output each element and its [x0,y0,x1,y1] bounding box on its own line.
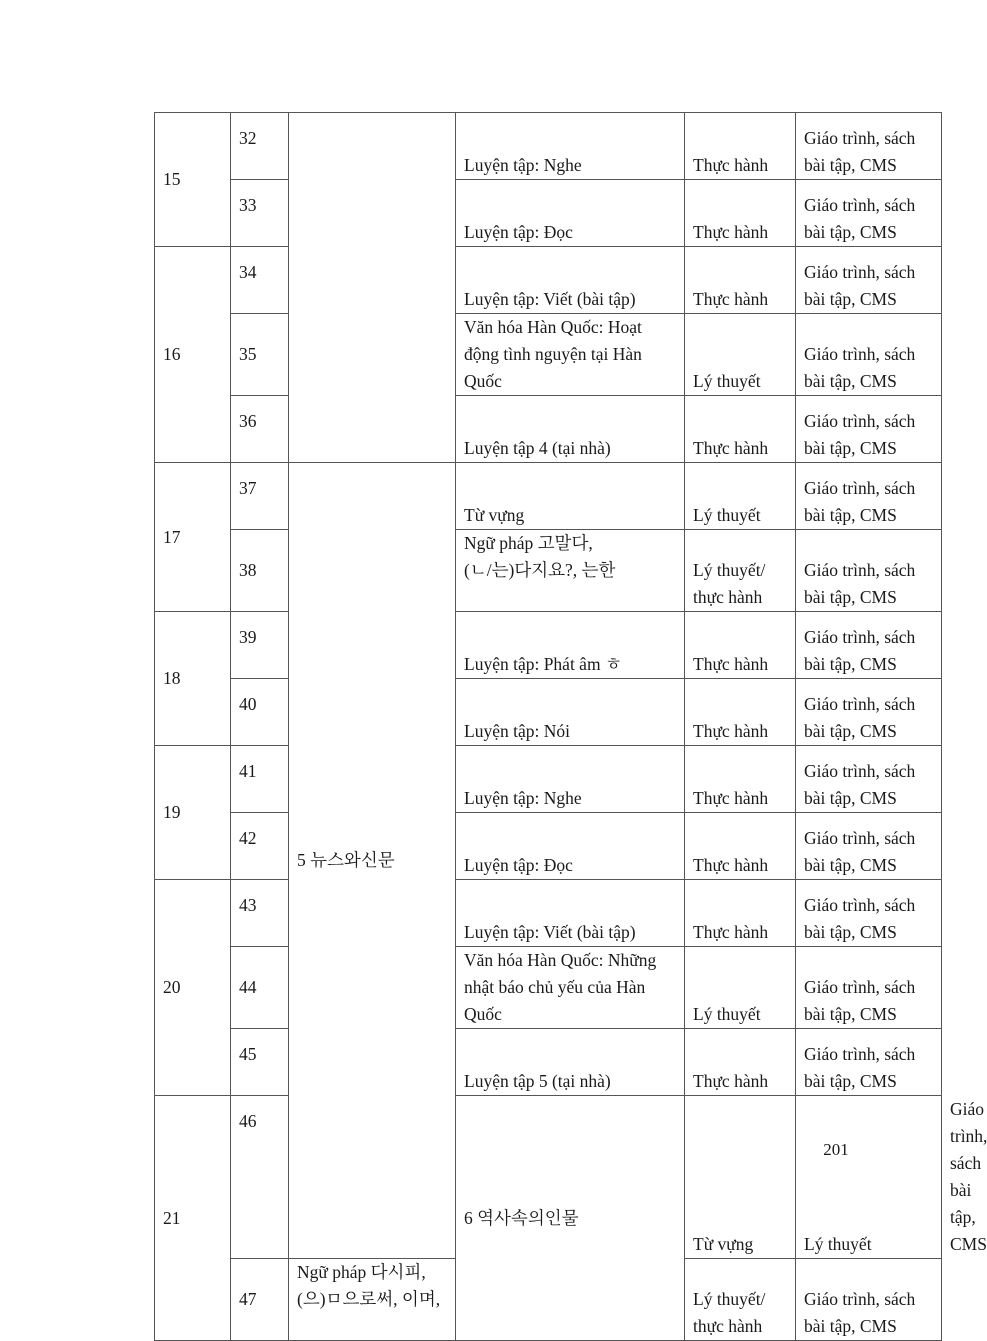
material-cell: Giáo trình, sách bài tập, CMS [796,314,942,396]
material-cell: Giáo trình, sách bài tập, CMS [796,746,942,813]
period-cell: 44 [231,947,289,1029]
material-cell: Giáo trình, sách bài tập, CMS [796,396,942,463]
type-cell: Lý thuyết/ thực hành [685,1259,796,1341]
table-row [155,813,942,880]
content-cell: Luyện tập 4 (tại nhà) [456,396,685,463]
table-row [155,746,942,813]
type-cell: Thực hành [685,880,796,947]
content-cell: Văn hóa Hàn Quốc: Hoạt động tình nguyện tại Hàn Quốc [456,314,685,396]
content-cell: Luyện tập: Đọc [456,180,685,247]
period-cell: 37 [231,463,289,530]
period-cell: 38 [231,530,289,612]
table-row [155,314,942,396]
type-cell: Thực hành [685,746,796,813]
content-cell: Luyện tập: Đọc [456,813,685,880]
type-cell: Thực hành [685,396,796,463]
material-cell: Giáo trình, sách bài tập, CMS [796,247,942,314]
content-cell: Từ vựng [456,463,685,530]
table-row [155,113,942,180]
week-cell: 21 [155,1096,231,1341]
period-cell: 43 [231,880,289,947]
material-cell: Giáo trình, sách bài tập, CMS [796,947,942,1029]
week-cell: 15 [155,113,231,247]
material-cell: Giáo trình, sách bài tập, CMS [796,679,942,746]
content-cell: Luyện tập: Nghe [456,746,685,813]
period-cell: 33 [231,180,289,247]
week-cell: 19 [155,746,231,880]
period-cell: 35 [231,314,289,396]
page-number: 201 [823,1140,849,1159]
type-cell: Lý thuyết [796,1096,942,1259]
type-cell: Thực hành [685,612,796,679]
content-cell: Luyện tập: Phát âm ㅎ [456,612,685,679]
content-cell: Luyện tập: Viết (bài tập) [456,880,685,947]
period-cell: 34 [231,247,289,314]
period-cell: 47 [231,1259,289,1341]
material-cell: Giáo trình, sách bài tập, CMS [796,463,942,530]
type-cell: Thực hành [685,813,796,880]
table-row [155,247,942,314]
type-cell: Thực hành [685,113,796,180]
period-cell: 40 [231,679,289,746]
material-cell: Giáo trình, sách bài tập, CMS [796,813,942,880]
material-cell: Giáo trình, sách bài tập, CMS [796,113,942,180]
type-cell: Thực hành [685,1029,796,1096]
material-cell: Giáo trình, sách bài tập, CMS [796,1259,942,1341]
period-cell: 42 [231,813,289,880]
period-cell: 32 [231,113,289,180]
type-cell: Thực hành [685,679,796,746]
table-row [155,530,942,612]
material-cell: Giáo trình, sách bài tập, CMS [796,1029,942,1096]
period-cell: 39 [231,612,289,679]
table-row [155,396,942,463]
content-cell: Ngữ pháp 고말다, (ㄴ/는)다지요?, 는한 [456,530,685,612]
type-cell: Lý thuyết/ thực hành [685,530,796,612]
unit-cell [289,113,456,463]
content-cell: Văn hóa Hàn Quốc: Những nhật báo chủ yếu của Hàn Quốc [456,947,685,1029]
table-row [155,880,942,947]
content-cell: Ngữ pháp 다시피, (으)ㅁ으로써, 이며, [289,1259,456,1341]
type-cell: Thực hành [685,247,796,314]
content-cell: Luyện tập 5 (tại nhà) [456,1029,685,1096]
week-cell: 16 [155,247,231,463]
table-row [155,1029,942,1096]
material-cell: Giáo trình, sách bài tập, CMS [796,880,942,947]
period-cell: 46 [231,1096,289,1259]
content-cell: Luyện tập: Nói [456,679,685,746]
content-cell: Luyện tập: Viết (bài tập) [456,247,685,314]
period-cell: 36 [231,396,289,463]
week-cell: 20 [155,880,231,1096]
type-cell: Lý thuyết [685,314,796,396]
period-cell: 45 [231,1029,289,1096]
content-cell: Từ vựng [685,1096,796,1259]
table-row [155,612,942,679]
unit-cell: 5 뉴스와신문 [289,463,456,1259]
table-row [155,679,942,746]
material-cell: Giáo trình, sách bài tập, CMS [796,180,942,247]
content-cell: Luyện tập: Nghe [456,113,685,180]
type-cell: Lý thuyết [685,947,796,1029]
type-cell: Lý thuyết [685,463,796,530]
week-cell: 17 [155,463,231,612]
type-cell: Thực hành [685,180,796,247]
table-row: 21 46 6 역사속의인물 Từ vựng Lý thuyết Giáo trình, sách bài tập, CMS [155,1096,942,1259]
table-row [155,463,942,530]
material-cell: Giáo trình, sách bài tập, CMS [796,530,942,612]
period-cell: 41 [231,746,289,813]
week-cell: 18 [155,612,231,746]
unit-cell: 6 역사속의인물 [456,1096,685,1341]
table-row [155,947,942,1029]
table-row [155,180,942,247]
material-cell: Giáo trình, sách bài tập, CMS [796,612,942,679]
